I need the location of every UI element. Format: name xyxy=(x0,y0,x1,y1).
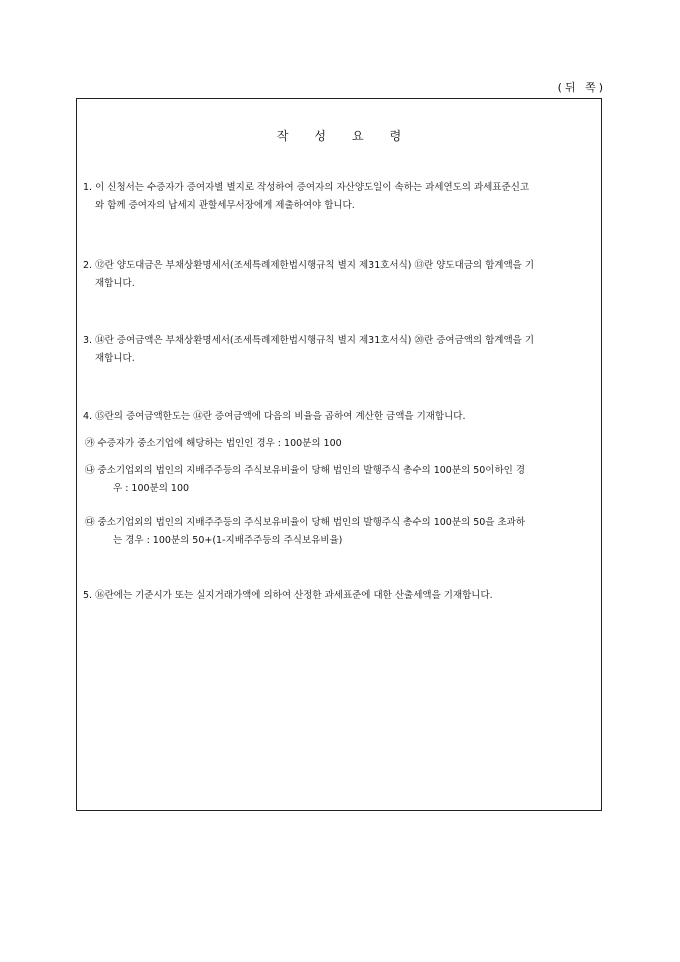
instruction-line: 재합니다. xyxy=(95,353,135,364)
instruction-subitem-b xyxy=(85,462,593,498)
instruction-line: 4. ⑮란의 증여금액한도는 ⑭란 증여금액에 다음의 비율을 곱하여 계산한 금액을 기재합니다. xyxy=(83,411,466,422)
instruction-item-4 xyxy=(83,408,593,426)
instruction-line: 와 함께 증여자의 납세지 관할세무서장에게 제출하여야 합니다. xyxy=(95,200,355,211)
instruction-item-1 xyxy=(83,179,593,215)
instruction-line: 2. ⑫란 양도대금은 부채상환명세서(조세특례제한법시행규칙 별지 제31호서식) ⑬란 양도대금의 합계액을 기 xyxy=(83,260,535,271)
instruction-line: ㉮ 수증자가 중소기업에 해당하는 법인인 경우 : 100분의 100 xyxy=(85,438,342,449)
page-title: 작성요령 xyxy=(276,129,428,143)
page-side-label: (뒤 쪽) xyxy=(557,81,606,94)
instruction-line: 는 경우 : 100분의 50+(1-지배주주등의 주식보유비율) xyxy=(113,535,343,546)
instruction-line: 3. ⑭란 증여금액은 부채상환명세서(조세특례제한법시행규칙 별지 제31호서식) ⑳란 증여금액의 합계액을 기 xyxy=(83,335,535,346)
instruction-item-5 xyxy=(83,587,593,605)
instruction-item-3 xyxy=(83,332,593,368)
instruction-line: ㉯ 중소기업외의 법인의 지배주주등의 주식보유비율이 당해 법인의 발행주식 총수의 100분의 50이하인 경 xyxy=(85,465,526,476)
instruction-subitem-c xyxy=(85,514,593,550)
instruction-line: ㉰ 중소기업외의 법인의 지배주주등의 주식보유비율이 당해 법인의 발행주식 총수의 100분의 50을 초과하 xyxy=(85,517,526,528)
instructions-box xyxy=(76,98,602,811)
instruction-subitem-a xyxy=(85,435,593,453)
instruction-line: 우 : 100분의 100 xyxy=(113,483,190,494)
instruction-line: 재합니다. xyxy=(95,278,135,289)
instruction-line: 5. ⑯란에는 기준시가 또는 실지거래가액에 의하여 산정한 과세표준에 대한 산출세액을 기재합니다. xyxy=(83,590,493,601)
instruction-item-2 xyxy=(83,257,593,293)
instruction-line: 1. 이 신청서는 수증자가 증여자별 별지로 작성하여 증여자의 자산양도일이 속하는 과세연도의 과세표준신고 xyxy=(83,182,530,193)
